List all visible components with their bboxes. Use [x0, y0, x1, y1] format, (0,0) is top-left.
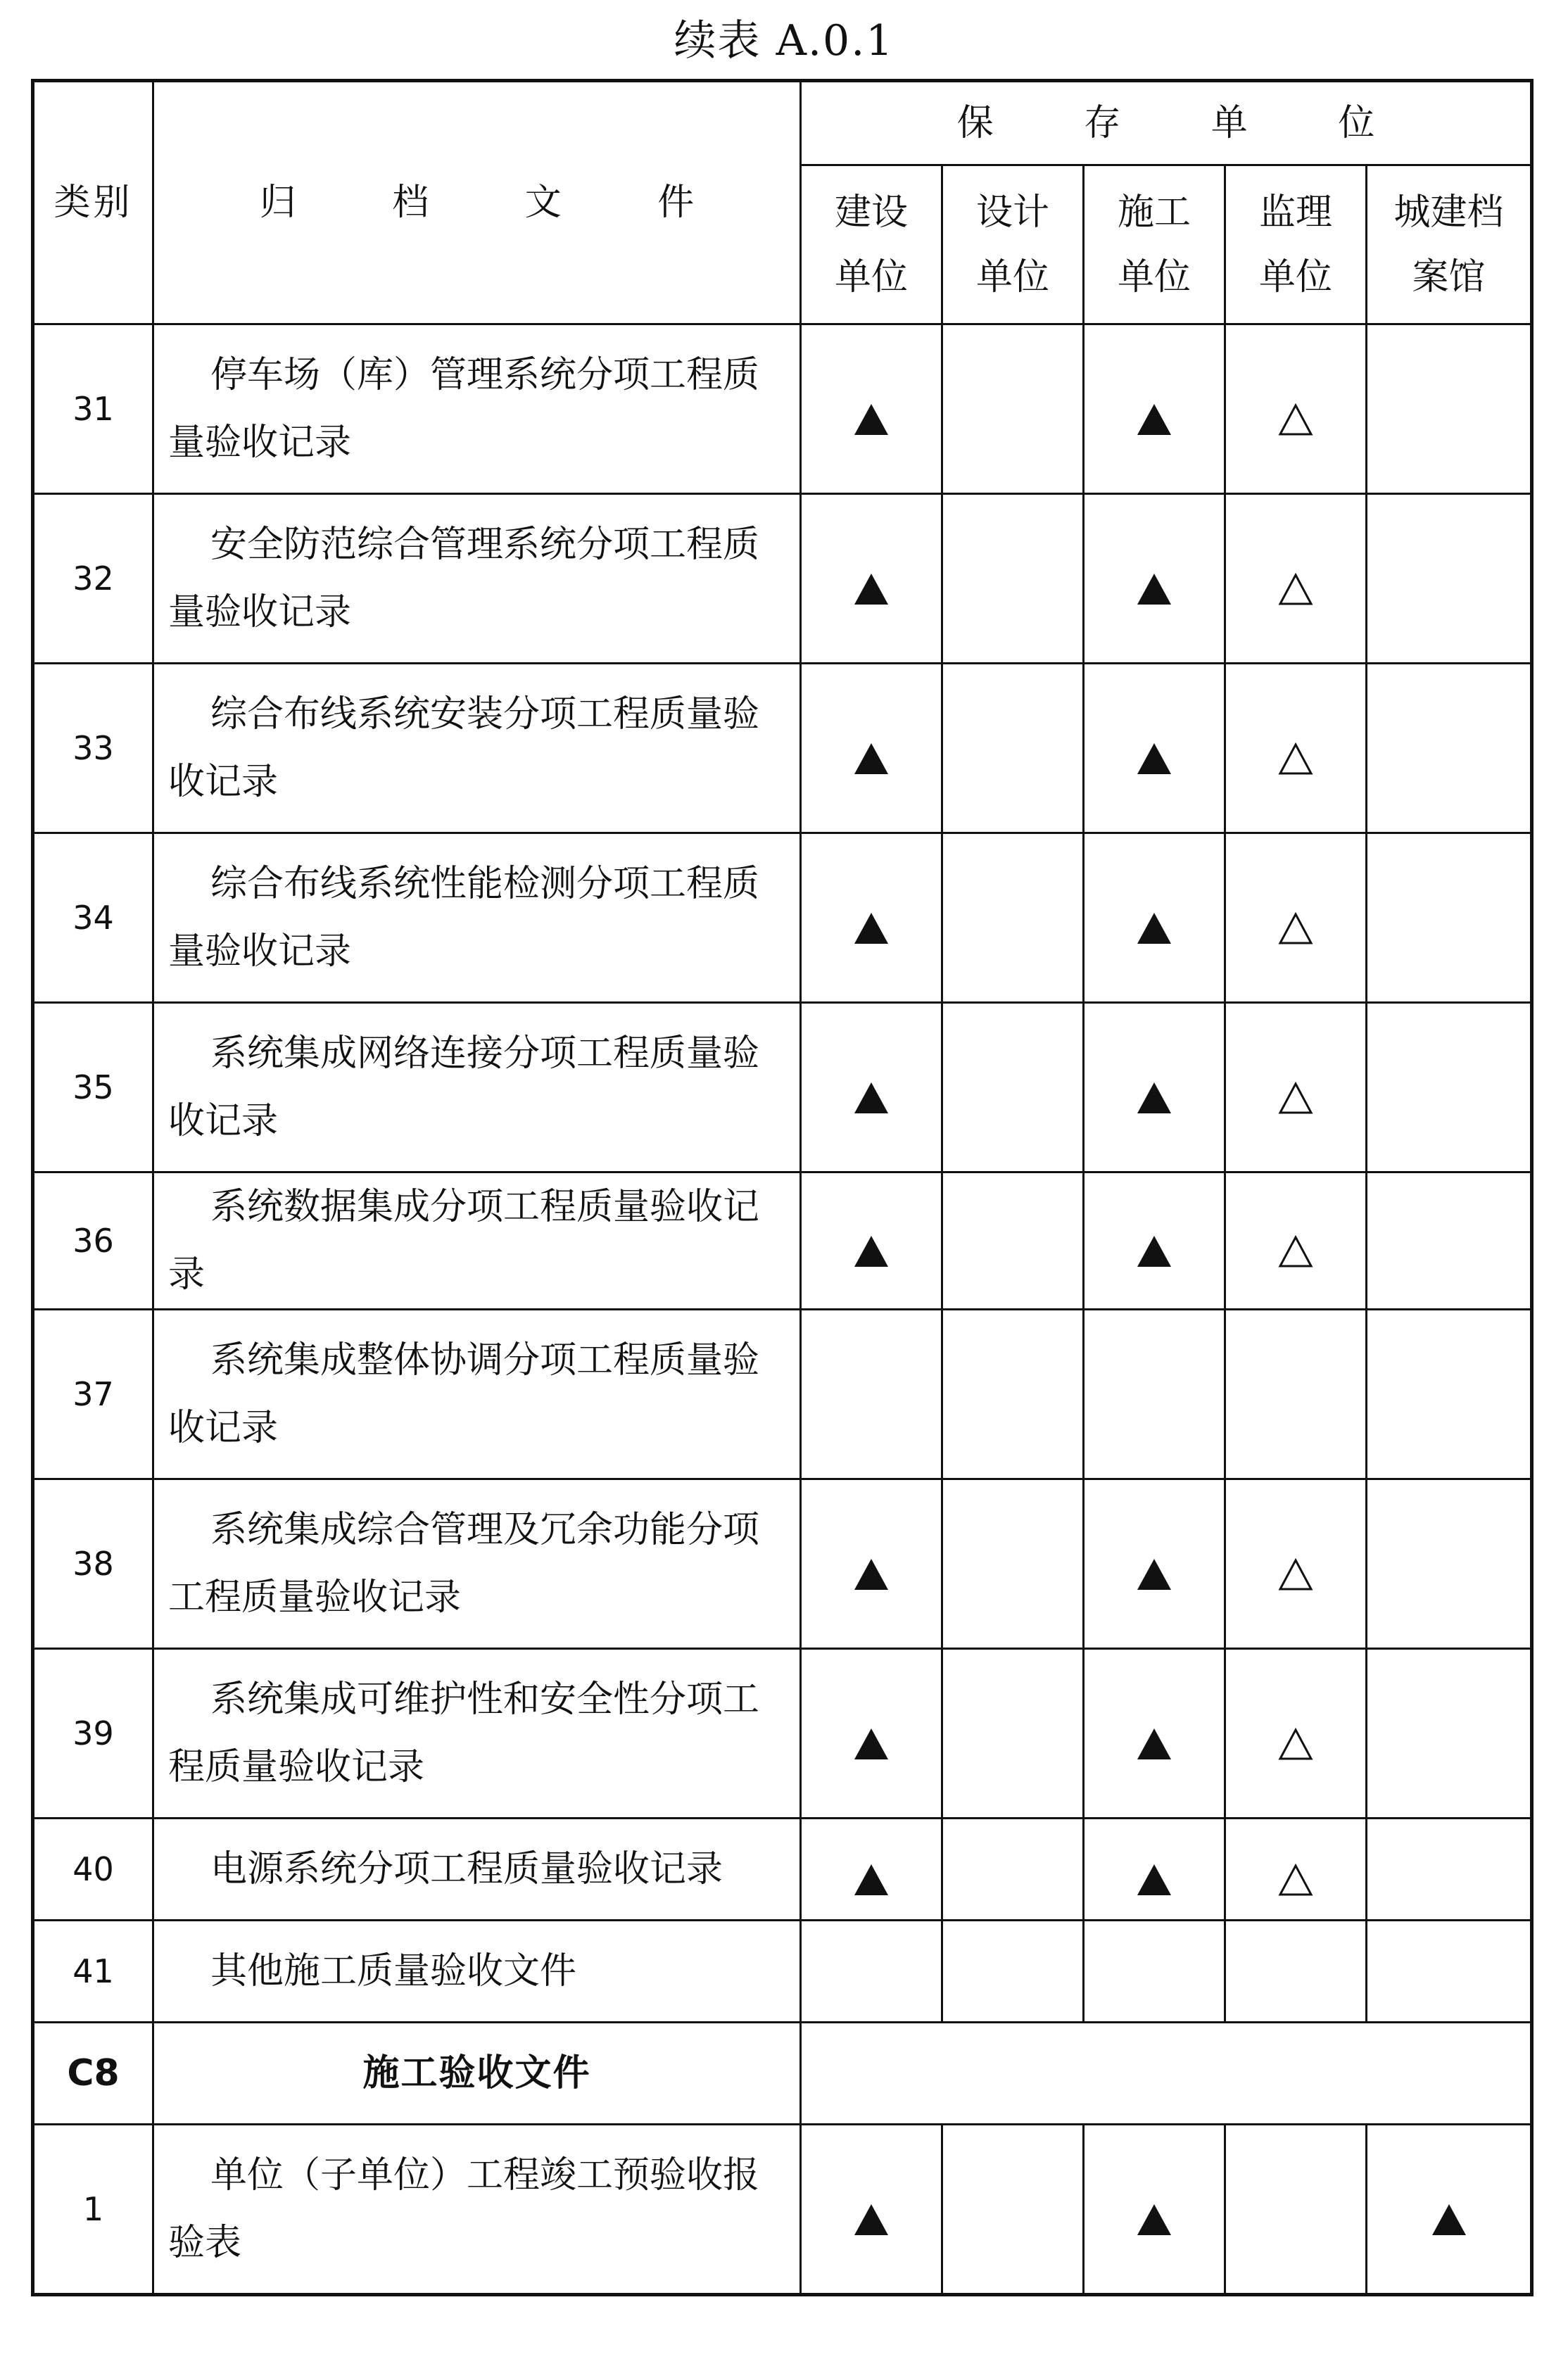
filled-triangle-icon [1136, 2194, 1172, 2230]
header-unit-builder: 施工单位 [1084, 165, 1225, 324]
row-document: 单位（子单位）工程竣工预验收报验表 [153, 2125, 801, 2295]
table-row [33, 494, 1532, 664]
table-row [33, 1310, 1532, 1479]
storage-cell [1084, 664, 1225, 833]
filled-triangle-icon [1136, 1225, 1172, 1262]
storage-cell [1367, 1921, 1532, 2023]
storage-cell [801, 1003, 942, 1172]
storage-cell [1367, 1003, 1532, 1172]
row-number: 39 [33, 1649, 153, 1819]
header-unit-construction: 建设单位 [801, 165, 942, 324]
filled-triangle-icon [853, 1854, 890, 1890]
filled-triangle-icon [1136, 1718, 1172, 1754]
storage-cell [1225, 1819, 1367, 1921]
filled-triangle-icon [1136, 1072, 1172, 1108]
storage-cell [801, 664, 942, 833]
storage-cell [1084, 1479, 1225, 1649]
row-document: 系统集成可维护性和安全性分项工程质量验收记录 [153, 1649, 801, 1819]
header-unit-design: 设计单位 [942, 165, 1084, 324]
row-document: 安全防范综合管理系统分项工程质量验收记录 [153, 494, 801, 664]
storage-cell [801, 2125, 942, 2295]
filled-triangle-icon [1136, 1854, 1172, 1890]
storage-cell [1225, 1003, 1367, 1172]
row-number: 32 [33, 494, 153, 664]
table-row [33, 664, 1532, 833]
storage-cell [942, 1819, 1084, 1921]
row-number: 1 [33, 2125, 153, 2295]
filled-triangle-icon [1431, 2194, 1467, 2230]
storage-cell [942, 2125, 1084, 2295]
header-unit-supervisor: 监理单位 [1225, 165, 1367, 324]
group-row [33, 2023, 1532, 2125]
storage-cell [1084, 2125, 1225, 2295]
storage-cell [1084, 1172, 1225, 1310]
header-storage-group: 保 存 单 位 [801, 81, 1532, 165]
storage-cell [801, 1819, 942, 1921]
storage-cell [1367, 664, 1532, 833]
header-document: 归 档 文 件 [153, 81, 801, 324]
storage-cell [801, 1172, 942, 1310]
filled-triangle-icon [853, 902, 890, 939]
storage-cell [1084, 833, 1225, 1003]
storage-cell [1225, 664, 1367, 833]
storage-cell [1225, 1479, 1367, 1649]
storage-cell [801, 833, 942, 1003]
row-number: 31 [33, 324, 153, 494]
row-document: 电源系统分项工程质量验收记录 [153, 1819, 801, 1921]
storage-cell [1225, 1310, 1367, 1479]
archive-table [31, 79, 1534, 2296]
storage-cell [942, 324, 1084, 494]
storage-cell [1225, 1649, 1367, 1819]
storage-cell [1367, 1649, 1532, 1819]
table-row [33, 1003, 1532, 1172]
row-document: 停车场（库）管理系统分项工程质量验收记录 [153, 324, 801, 494]
storage-cell [801, 1921, 942, 2023]
storage-cell [1225, 1172, 1367, 1310]
filled-triangle-icon [1136, 902, 1172, 939]
filled-triangle-icon [1136, 1548, 1172, 1585]
table-header [33, 81, 1532, 324]
storage-cell [1225, 494, 1367, 664]
storage-cell [942, 1921, 1084, 2023]
row-number: 33 [33, 664, 153, 833]
hollow-triangle-icon [1277, 902, 1314, 939]
row-number: 37 [33, 1310, 153, 1479]
storage-cell [942, 494, 1084, 664]
row-number: 36 [33, 1172, 153, 1310]
filled-triangle-icon [853, 393, 890, 430]
storage-cell [801, 324, 942, 494]
hollow-triangle-icon [1277, 1072, 1314, 1108]
header-category: 类别 [33, 81, 153, 324]
storage-cell [801, 494, 942, 664]
row-number: 40 [33, 1819, 153, 1921]
storage-cell [801, 1649, 942, 1819]
table-row [33, 833, 1532, 1003]
row-number: 35 [33, 1003, 153, 1172]
table-row [33, 2125, 1532, 2295]
table-row [33, 1819, 1532, 1921]
storage-cell [1084, 324, 1225, 494]
storage-cell [801, 1310, 942, 1479]
storage-cell [942, 833, 1084, 1003]
storage-cell [1367, 1310, 1532, 1479]
storage-cell [1367, 324, 1532, 494]
table-row [33, 1479, 1532, 1649]
storage-cell [1367, 833, 1532, 1003]
hollow-triangle-icon [1277, 1854, 1314, 1890]
storage-cell [942, 1310, 1084, 1479]
filled-triangle-icon [853, 1225, 890, 1262]
table-title: 续表 A.0.1 [674, 16, 894, 65]
hollow-triangle-icon [1277, 393, 1314, 430]
row-document: 系统集成综合管理及冗余功能分项工程质量验收记录 [153, 1479, 801, 1649]
storage-cell [1225, 2125, 1367, 2295]
row-document: 其他施工质量验收文件 [153, 1921, 801, 2023]
filled-triangle-icon [1136, 733, 1172, 769]
table-body [33, 324, 1532, 2295]
storage-cell [1225, 324, 1367, 494]
storage-cell [942, 1172, 1084, 1310]
hollow-triangle-icon [1277, 1225, 1314, 1262]
storage-cell [1084, 1310, 1225, 1479]
group-code: C8 [33, 2023, 153, 2125]
row-number: 41 [33, 1921, 153, 2023]
hollow-triangle-icon [1277, 563, 1314, 600]
table-row [33, 1649, 1532, 1819]
row-document: 系统数据集成分项工程质量验收记录 [153, 1172, 801, 1310]
storage-cell [942, 1479, 1084, 1649]
storage-cell [1084, 1921, 1225, 2023]
storage-cell [1084, 1649, 1225, 1819]
filled-triangle-icon [1136, 563, 1172, 600]
filled-triangle-icon [853, 2194, 890, 2230]
storage-cell [801, 1479, 942, 1649]
table-row [33, 1921, 1532, 2023]
row-document: 系统集成整体协调分项工程质量验收记录 [153, 1310, 801, 1479]
filled-triangle-icon [853, 1072, 890, 1108]
hollow-triangle-icon [1277, 1718, 1314, 1754]
storage-cell [1084, 494, 1225, 664]
storage-cell [1367, 1479, 1532, 1649]
row-document: 综合布线系统性能检测分项工程质量验收记录 [153, 833, 801, 1003]
storage-cell [942, 1649, 1084, 1819]
storage-cell [1084, 1819, 1225, 1921]
row-document: 系统集成网络连接分项工程质量验收记录 [153, 1003, 801, 1172]
filled-triangle-icon [853, 1718, 890, 1754]
filled-triangle-icon [853, 733, 890, 769]
table-row [33, 1172, 1532, 1310]
storage-cell [1367, 2125, 1532, 2295]
header-unit-archive: 城建档案馆 [1367, 165, 1532, 324]
storage-cell [942, 664, 1084, 833]
hollow-triangle-icon [1277, 733, 1314, 769]
storage-cell [1084, 1003, 1225, 1172]
group-empty [801, 2023, 1532, 2125]
hollow-triangle-icon [1277, 1548, 1314, 1585]
table-row [33, 324, 1532, 494]
row-document: 综合布线系统安装分项工程质量验收记录 [153, 664, 801, 833]
storage-cell [1367, 494, 1532, 664]
filled-triangle-icon [853, 563, 890, 600]
filled-triangle-icon [853, 1548, 890, 1585]
storage-cell [942, 1003, 1084, 1172]
filled-triangle-icon [1136, 393, 1172, 430]
storage-cell [1367, 1172, 1532, 1310]
row-number: 38 [33, 1479, 153, 1649]
group-name: 施工验收文件 [153, 2023, 801, 2125]
storage-cell [1367, 1819, 1532, 1921]
row-number: 34 [33, 833, 153, 1003]
storage-cell [1225, 833, 1367, 1003]
storage-cell [1225, 1921, 1367, 2023]
